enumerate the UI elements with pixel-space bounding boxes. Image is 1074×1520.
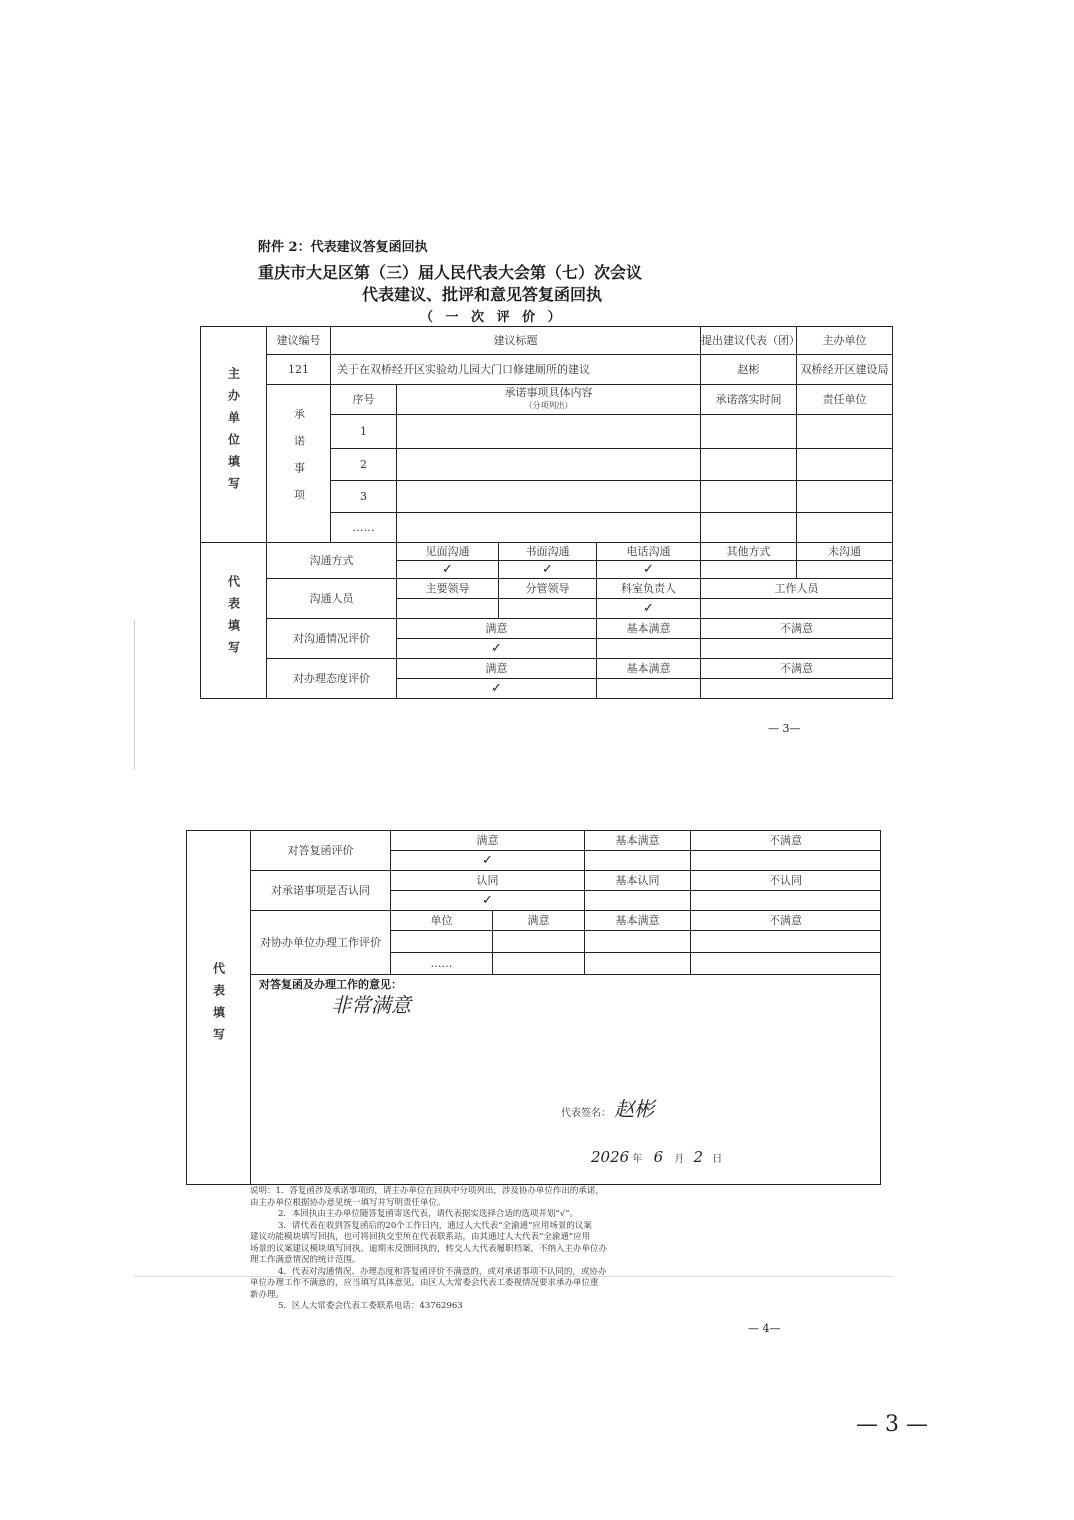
check-mark-icon: ✓ — [397, 639, 597, 659]
comm-method-option: 未沟通 — [797, 543, 893, 561]
satisfaction-option: 基本满意 — [597, 659, 701, 679]
date-year: 2026 — [591, 1148, 630, 1166]
comm-method-option: 其他方式 — [701, 543, 797, 561]
sign-date: 2026 年 6 月 2 日 — [591, 1148, 723, 1166]
row-seq: 2 — [331, 449, 397, 481]
header-seq: 序号 — [331, 385, 397, 415]
satisfaction-option: 不满意 — [701, 659, 893, 679]
commit-items-label: 承诺事项 — [267, 385, 331, 543]
attitude-eval-label: 对办理态度评价 — [267, 659, 397, 699]
comm-person-option: 分管领导 — [499, 579, 597, 599]
document-title-line2: 代表建议、批评和意见答复函回执 — [362, 285, 603, 304]
comm-eval-label: 对沟通情况评价 — [267, 619, 397, 659]
delegate-section-label: 代表填写 — [187, 831, 251, 1185]
recognize-option: 认同 — [391, 871, 585, 891]
row-seq: 3 — [331, 481, 397, 513]
delegate-section-label: 代表填写 — [201, 543, 267, 699]
comm-method-label: 沟通方式 — [267, 543, 397, 579]
check-mark-icon: ✓ — [597, 561, 701, 579]
receipt-table-page2 — [186, 830, 881, 1185]
satisfaction-option: 不满意 — [691, 831, 881, 851]
note-line: 建议功能模块填写回执，也可将回执交至所在代表联系站，由其通过人大代表“全渝通”应用 — [250, 1232, 591, 1242]
check-mark-icon: ✓ — [397, 679, 597, 699]
page-number-3: — 3— — [768, 722, 801, 735]
comm-method-option: 书面沟通 — [499, 543, 597, 561]
comm-person-label: 沟通人员 — [267, 579, 397, 619]
attachment-label: 附件 2：代表建议答复函回执 — [258, 240, 428, 255]
comm-method-option: 电话沟通 — [597, 543, 701, 561]
reply-eval-label: 对答复函评价 — [251, 831, 391, 871]
header-delegate: 提出建议代表（团） — [701, 327, 797, 355]
note-line: 理工作满意情况的统计范围。 — [250, 1255, 361, 1265]
delegate-name: 赵彬 — [701, 355, 797, 385]
note-line: 2．本回执由主办单位随答复函寄送代表，请代表据实选择合适的选项并划“√”。 — [278, 1209, 579, 1219]
satisfaction-option: 不满意 — [701, 619, 893, 639]
check-mark-icon: ✓ — [597, 599, 701, 619]
date-day: 2 — [693, 1148, 704, 1166]
coop-dots: …… — [391, 953, 493, 975]
note-line: 单位办理工作不满意的，应当填写具体意见，由区人大常委会代表工委视情况要求承办单位重 — [250, 1278, 599, 1288]
row-seq: 1 — [331, 415, 397, 449]
document-title-line1: 重庆市大足区第（三）届人民代表大会第（七）次会议 — [258, 263, 643, 282]
comm-person-option: 工作人员 — [701, 579, 893, 599]
satisfaction-option: 满意 — [397, 619, 597, 639]
footer-page-number: — 3 — — [856, 1412, 928, 1437]
receipt-table-page1 — [200, 326, 893, 699]
satisfaction-option: 基本满意 — [597, 619, 701, 639]
satisfaction-option: 满意 — [391, 831, 585, 851]
check-mark-icon: ✓ — [499, 561, 597, 579]
date-month: 6 — [653, 1148, 664, 1166]
comm-method-option: 见面沟通 — [397, 543, 499, 561]
suggestion-number: 121 — [267, 355, 331, 385]
satisfaction-option: 不满意 — [691, 911, 881, 931]
header-responsible-unit: 责任单位 — [797, 385, 893, 415]
host-unit-value: 双桥经开区建设局 — [797, 355, 893, 385]
header-commit-content: 承诺事项具体内容 （分项列出） — [397, 385, 701, 415]
coop-eval-label: 对协办单位办理工作评价 — [251, 911, 391, 975]
instructions-notes — [250, 1186, 850, 1313]
check-mark-icon: ✓ — [391, 891, 585, 911]
header-commit-time: 承诺落实时间 — [701, 385, 797, 415]
note-line: 新办理。 — [250, 1289, 285, 1300]
satisfaction-option: 基本满意 — [585, 911, 691, 931]
scan-edge-line — [134, 1276, 894, 1277]
note-line: 5．区人大常委会代表工委联系电话：43762963 — [278, 1301, 463, 1311]
note-line: 说明：1．答复函涉及承诺事项的，请主办单位在回执中分项列出，涉及协办单位作出的承诺， — [250, 1186, 604, 1196]
satisfaction-option: 基本满意 — [585, 831, 691, 851]
check-mark-icon: ✓ — [391, 851, 585, 871]
opinion-box — [251, 975, 881, 1185]
comm-person-option: 科室负责人 — [597, 579, 701, 599]
opinion-label: 对答复函及办理工作的意见： — [259, 978, 402, 991]
recognize-option: 基本认同 — [585, 871, 691, 891]
eval-label: （ 一 次 评 价 ） — [420, 310, 565, 325]
suggestion-title: 关于在双桥经开区实验幼儿园大门口修建厕所的建议 — [331, 355, 701, 385]
row-seq: …… — [331, 513, 397, 543]
note-line: 场景的议案建议模块填写回执。逾期未反馈回执的，转交人大代表履职档案，不纳入主办单位办 — [250, 1243, 608, 1254]
comm-person-option: 主要领导 — [397, 579, 499, 599]
note-line: 3．请代表在收到答复函后的20个工作日内，通过人大代表“全渝通”应用场景的议案 — [278, 1220, 592, 1231]
commit-recognize-label: 对承诺事项是否认同 — [251, 871, 391, 911]
header-title: 建议标题 — [331, 327, 701, 355]
header-number: 建议编号 — [267, 327, 331, 355]
page-number-4: — 4— — [748, 1322, 781, 1335]
check-mark-icon: ✓ — [397, 561, 499, 579]
note-line: 由主办单位根据协办意见统一填写并写明责任单位。 — [250, 1197, 446, 1208]
host-section-label: 主办单位填写 — [201, 327, 267, 543]
signature: 赵彬 — [614, 1097, 655, 1121]
coop-unit-header: 单位 — [391, 911, 493, 931]
satisfaction-option: 满意 — [397, 659, 597, 679]
opinion-handwriting: 非常满意 — [331, 993, 411, 1017]
scan-edge-line — [134, 620, 135, 770]
note-line: 4．代表对沟通情况、办理态度和答复函评价不满意的，或对承诺事项不认同的，或协办 — [278, 1266, 607, 1277]
sign-label: 代表签名： — [561, 1108, 611, 1119]
satisfaction-option: 满意 — [493, 911, 585, 931]
recognize-option: 不认同 — [691, 871, 881, 891]
header-host-unit: 主办单位 — [797, 327, 893, 355]
signature-row — [561, 1097, 655, 1121]
